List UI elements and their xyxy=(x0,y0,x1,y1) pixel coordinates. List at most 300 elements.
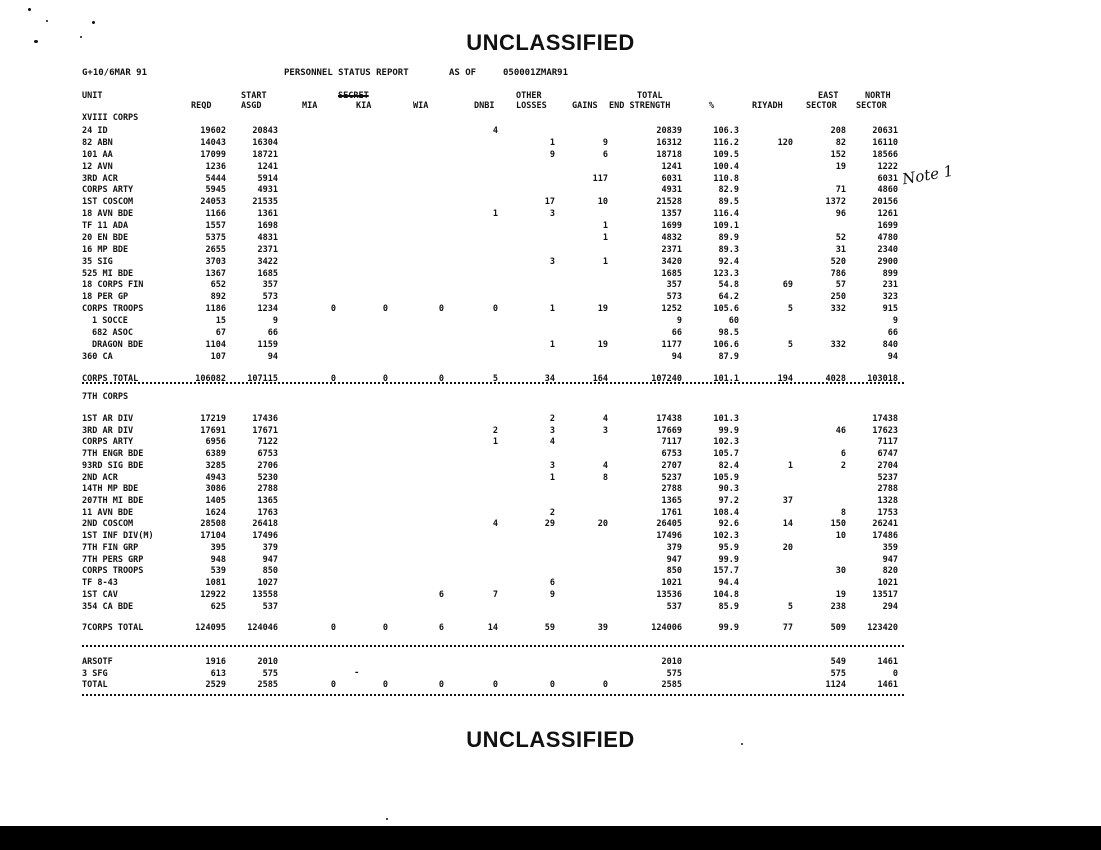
cell-north: 1461 xyxy=(877,657,898,667)
cell-reqd: 539 xyxy=(210,566,226,577)
cell-start: 124046 xyxy=(247,623,278,634)
cell-east: 786 xyxy=(830,268,846,279)
scan-speck xyxy=(80,36,82,38)
unit-name: CORPS TROOPS xyxy=(82,304,144,315)
cell-north: 123420 xyxy=(867,623,898,634)
cell-start: 850 xyxy=(262,566,278,577)
cell-start: 379 xyxy=(262,542,278,553)
cell-riyadh: 5 xyxy=(787,339,793,350)
table-row xyxy=(0,530,1101,542)
unit-name: 12 AVN xyxy=(82,161,113,172)
cell-east: 30 xyxy=(835,566,846,577)
scan-speck xyxy=(46,20,48,22)
cell-dnbi: 4 xyxy=(492,126,498,136)
total-row xyxy=(0,622,1101,634)
table-row xyxy=(0,220,1101,232)
cell-north: 5237 xyxy=(877,472,898,483)
cell-total: 1241 xyxy=(661,161,682,172)
cell-gains: 1 xyxy=(602,221,608,232)
cell-north: 820 xyxy=(882,566,898,577)
table-row xyxy=(0,413,1101,425)
cell-total: 1252 xyxy=(661,304,682,315)
cell-other: 3 xyxy=(549,460,555,471)
cell-reqd: 652 xyxy=(210,280,226,291)
cell-pct: 99.9 xyxy=(718,623,739,634)
cell-north: 4780 xyxy=(877,232,898,243)
cell-reqd: 625 xyxy=(210,601,226,612)
unit-name: 35 SIG xyxy=(82,256,113,267)
cell-start: 3422 xyxy=(257,256,278,267)
cell-east: 10 xyxy=(835,531,846,542)
cell-start: 26418 xyxy=(252,519,278,530)
cell-reqd: 1166 xyxy=(205,209,226,220)
cell-start: 1685 xyxy=(257,268,278,279)
cell-east: 520 xyxy=(830,256,846,267)
cell-wia: 6 xyxy=(438,623,444,634)
cell-total: 947 xyxy=(666,554,682,565)
cell-north: 1328 xyxy=(877,496,898,507)
cell-pct: 105.7 xyxy=(713,449,739,460)
col-other-top: OTHER xyxy=(516,91,542,101)
cell-pct: 99.9 xyxy=(718,425,739,436)
unit-name: TOTAL xyxy=(82,680,108,690)
table-row xyxy=(0,303,1101,315)
cell-east: 549 xyxy=(830,657,846,667)
table-row xyxy=(0,542,1101,554)
cell-reqd: 1624 xyxy=(205,507,226,518)
cell-start: 575 xyxy=(262,668,278,679)
unit-name: 1ST CAV xyxy=(82,589,118,600)
cell-north: 899 xyxy=(882,268,898,279)
cell-riyadh: 37 xyxy=(782,496,793,507)
unit-name: 20 EN BDE xyxy=(82,232,129,243)
cell-dnbi: 7 xyxy=(492,589,498,600)
section-label: 7TH CORPS xyxy=(82,392,129,402)
cell-wia: 0 xyxy=(438,680,444,690)
cell-start: 16304 xyxy=(252,137,278,148)
cell-total: 1177 xyxy=(661,339,682,350)
cell-north: 103018 xyxy=(867,373,898,384)
cell-total: 2788 xyxy=(661,484,682,495)
cell-pct: 85.9 xyxy=(718,601,739,612)
cell-pct: 106.6 xyxy=(713,339,739,350)
cell-reqd: 1186 xyxy=(205,304,226,315)
cell-start: 1361 xyxy=(257,209,278,220)
col-total-bottom: END STRENGTH xyxy=(609,101,671,111)
cell-reqd: 17219 xyxy=(200,414,226,424)
unit-name: TF 11 ADA xyxy=(82,221,129,232)
report-source: G+10/6MAR 91 xyxy=(82,68,148,78)
cell-pct: 95.9 xyxy=(718,542,739,553)
cell-riyadh: 69 xyxy=(782,280,793,291)
cell-north: 294 xyxy=(882,601,898,612)
cell-mia: 0 xyxy=(330,623,336,634)
cell-dnbi: 1 xyxy=(492,209,498,220)
table-row xyxy=(0,679,1101,691)
cell-reqd: 17691 xyxy=(200,425,226,436)
cell-total: 94 xyxy=(671,351,682,362)
unit-name: 18 AVN BDE xyxy=(82,209,134,220)
unit-name: 7TH PERS GRP xyxy=(82,554,144,565)
unit-name: 1ST AR DIV xyxy=(82,414,134,424)
unit-name: 525 MI BDE xyxy=(82,268,134,279)
handwritten-note: Note 1 xyxy=(900,161,955,189)
unit-name: 682 ASOC xyxy=(92,327,133,338)
cell-riyadh: 120 xyxy=(777,137,793,148)
cell-east: 46 xyxy=(835,425,846,436)
cell-gains: 4 xyxy=(602,460,608,471)
cell-kia: 0 xyxy=(382,680,388,690)
cell-east: 152 xyxy=(830,149,846,160)
cell-east: 8 xyxy=(840,507,846,518)
col-wia: WIA xyxy=(413,101,429,111)
cell-total: 357 xyxy=(666,280,682,291)
unit-name: 7TH FIN GRP xyxy=(82,542,139,553)
cell-reqd: 5444 xyxy=(205,173,226,184)
cell-gains: 20 xyxy=(597,519,608,530)
scan-speck xyxy=(741,743,743,745)
cell-start: 537 xyxy=(262,601,278,612)
table-row xyxy=(0,208,1101,220)
cell-total: 17438 xyxy=(656,414,682,424)
cell-dnbi: 2 xyxy=(492,425,498,436)
cell-start: 2010 xyxy=(257,657,278,667)
cell-other: 2 xyxy=(549,507,555,518)
cell-east: 1372 xyxy=(825,197,846,208)
cell-total: 18718 xyxy=(656,149,682,160)
cell-other: 1 xyxy=(549,339,555,350)
cell-gains: 8 xyxy=(602,472,608,483)
cell-pct: 82.9 xyxy=(718,185,739,196)
table-row xyxy=(0,425,1101,437)
cell-reqd: 613 xyxy=(210,668,226,679)
unit-name: 7CORPS TOTAL xyxy=(82,623,144,634)
cell-total: 850 xyxy=(666,566,682,577)
cell-east: 19 xyxy=(835,161,846,172)
cell-riyadh: 5 xyxy=(787,601,793,612)
cell-pct: 94.4 xyxy=(718,578,739,589)
cell-start: 947 xyxy=(262,554,278,565)
cell-reqd: 3285 xyxy=(205,460,226,471)
cell-north: 840 xyxy=(882,339,898,350)
cell-start: 2788 xyxy=(257,484,278,495)
cell-other: 0 xyxy=(549,680,555,690)
scan-speck xyxy=(28,8,31,11)
cell-east: 4028 xyxy=(825,373,846,384)
cell-gains: 19 xyxy=(597,339,608,350)
cell-wia: 0 xyxy=(438,304,444,315)
section-divider xyxy=(82,694,904,696)
cell-dnbi: 4 xyxy=(492,519,498,530)
cell-north: 17623 xyxy=(872,425,898,436)
cell-east: 57 xyxy=(835,280,846,291)
cell-other: 9 xyxy=(549,589,555,600)
cell-start: 94 xyxy=(267,351,278,362)
cell-total: 2371 xyxy=(661,244,682,255)
unit-name: 101 AA xyxy=(82,149,113,160)
cell-other: 1 xyxy=(549,472,555,483)
section-label: XVIII CORPS xyxy=(82,113,139,123)
cell-pct: 60 xyxy=(728,316,739,327)
cell-other: 59 xyxy=(544,623,555,634)
unit-name: DRAGON BDE xyxy=(92,339,144,350)
unit-name: 1ST COSCOM xyxy=(82,197,134,208)
scan-speck xyxy=(386,818,388,820)
table-row xyxy=(0,315,1101,327)
cell-pct: 108.4 xyxy=(713,507,739,518)
table-row xyxy=(0,483,1101,495)
cell-north: 947 xyxy=(882,554,898,565)
cell-start: 6753 xyxy=(257,449,278,460)
cell-total: 13536 xyxy=(656,589,682,600)
cell-other: 17 xyxy=(544,197,555,208)
cell-east: 238 xyxy=(830,601,846,612)
cell-reqd: 124095 xyxy=(195,623,226,634)
cell-total: 1357 xyxy=(661,209,682,220)
cell-total: 1761 xyxy=(661,507,682,518)
cell-total: 26405 xyxy=(656,519,682,530)
cell-gains: 19 xyxy=(597,304,608,315)
table-row xyxy=(0,507,1101,519)
cell-start: 2706 xyxy=(257,460,278,471)
cell-dnbi: 5 xyxy=(492,373,498,384)
cell-north: 1021 xyxy=(877,578,898,589)
cell-pct: 92.4 xyxy=(718,256,739,267)
cell-east: 2 xyxy=(840,460,846,471)
scan-speck xyxy=(34,40,38,43)
cell-pct: 104.8 xyxy=(713,589,739,600)
col-pct: % xyxy=(709,101,715,111)
cell-north: 1222 xyxy=(877,161,898,172)
cell-other: 3 xyxy=(549,256,555,267)
unit-name: 14TH MP BDE xyxy=(82,484,139,495)
cell-start: 17496 xyxy=(252,531,278,542)
unit-name: 2ND ACR xyxy=(82,472,118,483)
col-other-bottom: LOSSES xyxy=(516,101,547,111)
col-dnbi: DNBI xyxy=(474,101,495,111)
cell-start: 1763 xyxy=(257,507,278,518)
cell-riyadh: 14 xyxy=(782,519,793,530)
cell-start: 107115 xyxy=(247,373,278,384)
cell-east: 19 xyxy=(835,589,846,600)
cell-east: 332 xyxy=(830,304,846,315)
cell-reqd: 14043 xyxy=(200,137,226,148)
cell-north: 6747 xyxy=(877,449,898,460)
cell-dnbi: 0 xyxy=(492,680,498,690)
cell-start: 1365 xyxy=(257,496,278,507)
cell-north: 13517 xyxy=(872,589,898,600)
cell-east: 208 xyxy=(830,126,846,136)
cell-start: 20843 xyxy=(252,126,278,136)
cell-east: 509 xyxy=(830,623,846,634)
cell-total: 17496 xyxy=(656,531,682,542)
unit-name: 360 CA xyxy=(82,351,113,362)
cell-reqd: 1104 xyxy=(205,339,226,350)
cell-total: 1699 xyxy=(661,221,682,232)
cell-north: 0 xyxy=(892,668,898,679)
unit-name: CORPS TOTAL xyxy=(82,373,139,384)
unit-name: 18 PER GP xyxy=(82,292,129,303)
cell-total: 107240 xyxy=(651,373,682,384)
cell-total: 9 xyxy=(676,316,682,327)
section-divider xyxy=(82,382,904,384)
cell-other: 1 xyxy=(549,137,555,148)
cell-reqd: 1367 xyxy=(205,268,226,279)
cell-gains: 1 xyxy=(602,232,608,243)
table-row xyxy=(0,279,1101,291)
cell-mia: 0 xyxy=(330,373,336,384)
cell-total: 537 xyxy=(666,601,682,612)
cell-gains: 0 xyxy=(602,680,608,690)
cell-reqd: 892 xyxy=(210,292,226,303)
cell-kia: 0 xyxy=(382,623,388,634)
table-row xyxy=(0,460,1101,472)
cell-start: 1241 xyxy=(257,161,278,172)
cell-pct: 109.1 xyxy=(713,221,739,232)
cell-pct: 98.5 xyxy=(718,327,739,338)
unit-name: 93RD SIG BDE xyxy=(82,460,144,471)
cell-pct: 89.9 xyxy=(718,232,739,243)
table-row xyxy=(0,244,1101,256)
cell-total: 2707 xyxy=(661,460,682,471)
cell-reqd: 24053 xyxy=(200,197,226,208)
cell-north: 17438 xyxy=(872,414,898,424)
unit-name: CORPS TROOPS xyxy=(82,566,144,577)
cell-reqd: 17104 xyxy=(200,531,226,542)
table-row xyxy=(0,232,1101,244)
cell-north: 6031 xyxy=(877,173,898,184)
cell-pct: 157.7 xyxy=(713,566,739,577)
table-row xyxy=(0,436,1101,448)
cell-other: 34 xyxy=(544,373,555,384)
cell-pct: 54.8 xyxy=(718,280,739,291)
table-row xyxy=(0,472,1101,484)
table-row xyxy=(0,565,1101,577)
cell-riyadh: 5 xyxy=(787,304,793,315)
cell-start: 5230 xyxy=(257,472,278,483)
cell-total: 66 xyxy=(671,327,682,338)
cell-dnbi: 0 xyxy=(492,304,498,315)
cell-east: 6 xyxy=(840,449,846,460)
cell-start: 7122 xyxy=(257,437,278,448)
cell-total: 4931 xyxy=(661,185,682,196)
cell-pct: 89.3 xyxy=(718,244,739,255)
cell-total: 5237 xyxy=(661,472,682,483)
as-of-dtg: 050001ZMAR91 xyxy=(503,68,569,78)
table-row xyxy=(0,656,1101,668)
cell-pct: 100.4 xyxy=(713,161,739,172)
cell-gains: 164 xyxy=(592,373,608,384)
cell-total: 21528 xyxy=(656,197,682,208)
unit-name: 3 SFG xyxy=(82,668,108,679)
cell-reqd: 17099 xyxy=(200,149,226,160)
cell-other: 6 xyxy=(549,578,555,589)
cell-mia: 0 xyxy=(330,304,336,315)
cell-pct: 99.9 xyxy=(718,554,739,565)
cell-reqd: 3086 xyxy=(205,484,226,495)
cell-other: 1 xyxy=(549,304,555,315)
cell-reqd: 1081 xyxy=(205,578,226,589)
table-row xyxy=(0,495,1101,507)
cell-reqd: 5375 xyxy=(205,232,226,243)
table-row xyxy=(0,589,1101,601)
cell-east: 71 xyxy=(835,185,846,196)
cell-north: 915 xyxy=(882,304,898,315)
cell-east: 150 xyxy=(830,519,846,530)
cell-reqd: 1405 xyxy=(205,496,226,507)
cell-north: 26241 xyxy=(872,519,898,530)
cell-start: 573 xyxy=(262,292,278,303)
cell-start: 1234 xyxy=(257,304,278,315)
table-row xyxy=(0,601,1101,613)
cell-north: 9 xyxy=(892,316,898,327)
cell-total: 1685 xyxy=(661,268,682,279)
cell-north: 2900 xyxy=(877,256,898,267)
col-north-bottom: SECTOR xyxy=(856,101,887,111)
cell-start: 9 xyxy=(272,316,278,327)
cell-gains: 3 xyxy=(602,425,608,436)
cell-other: 3 xyxy=(549,209,555,220)
unit-name: 354 CA BDE xyxy=(82,601,134,612)
cell-pct: 123.3 xyxy=(713,268,739,279)
cell-start: 13558 xyxy=(252,589,278,600)
unit-name: 2ND COSCOM xyxy=(82,519,134,530)
table-row xyxy=(0,554,1101,566)
table-row xyxy=(0,327,1101,339)
cell-reqd: 5945 xyxy=(205,185,226,196)
unit-name: 3RD ACR xyxy=(82,173,118,184)
cell-east: 250 xyxy=(830,292,846,303)
cell-start: 1027 xyxy=(257,578,278,589)
classification-banner-bottom: UNCLASSIFIED xyxy=(466,727,635,752)
unit-name: 18 CORPS FIN xyxy=(82,280,144,291)
table-row xyxy=(0,184,1101,196)
cell-reqd: 1236 xyxy=(205,161,226,172)
redacted-marking: SECRET xyxy=(338,91,369,101)
cell-east: 52 xyxy=(835,232,846,243)
cell-other: 2 xyxy=(549,414,555,424)
unit-name: 1 SOCCE xyxy=(92,316,128,327)
col-gains: GAINS xyxy=(572,101,598,111)
cell-total: 4832 xyxy=(661,232,682,243)
cell-pct: 106.3 xyxy=(713,126,739,136)
cell-other: 9 xyxy=(549,149,555,160)
unit-name: 3RD AR DIV xyxy=(82,425,134,436)
cell-reqd: 2655 xyxy=(205,244,226,255)
cell-reqd: 6389 xyxy=(205,449,226,460)
col-riyadh: RIYADH xyxy=(752,101,783,111)
cell-north: 231 xyxy=(882,280,898,291)
cell-other: 4 xyxy=(549,437,555,448)
table-row xyxy=(0,448,1101,460)
cell-east: 575 xyxy=(830,668,846,679)
cell-total: 20839 xyxy=(656,126,682,136)
cell-pct: 101.1 xyxy=(713,373,739,384)
cell-north: 18566 xyxy=(872,149,898,160)
cell-dnbi: 1 xyxy=(492,437,498,448)
cell-reqd: 6956 xyxy=(205,437,226,448)
cell-start: 21535 xyxy=(252,197,278,208)
cell-north: 2788 xyxy=(877,484,898,495)
unit-name: ARSOTF xyxy=(82,657,113,667)
col-east-bottom: SECTOR xyxy=(806,101,837,111)
cell-reqd: 19602 xyxy=(200,126,226,136)
col-east-top: EAST xyxy=(818,91,839,101)
table-row xyxy=(0,351,1101,363)
cell-riyadh: 194 xyxy=(777,373,793,384)
section-divider xyxy=(82,645,904,647)
cell-pct: 105.6 xyxy=(713,304,739,315)
